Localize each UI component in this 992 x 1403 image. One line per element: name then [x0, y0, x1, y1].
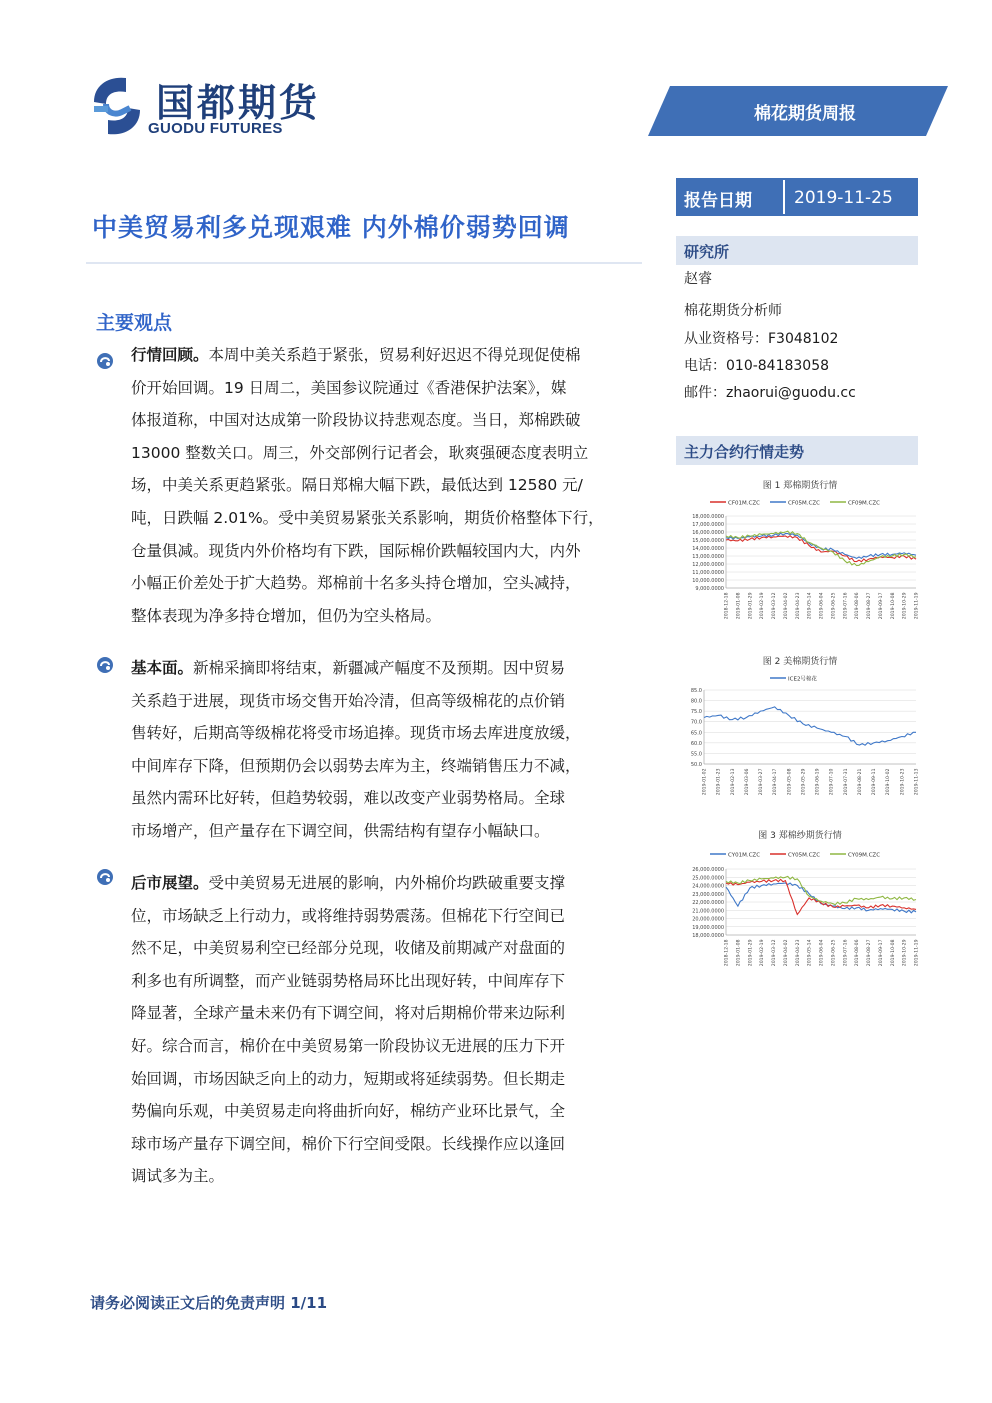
paragraph-line: 场，中美关系更趋紧张。隔日郑棉大幅下跌，最低达到 12580 元/ — [131, 476, 583, 495]
y-tick-label: 21,000.0000 — [692, 908, 724, 915]
paragraph-line: 体报道称，中国对达成第一阶段协议持悲观态度。当日，郑棉跌破 — [131, 411, 581, 430]
paragraph-line: 球市场产量存下调空间，棉价下行空间受限。长线操作应以逢回 — [131, 1134, 566, 1153]
x-tick-label: 2019-01-29 — [748, 939, 754, 967]
x-tick-label: 2018-12-18 — [724, 592, 730, 620]
x-tick-label: 2019-02-19 — [760, 939, 766, 967]
y-tick-label: 70.0 — [690, 719, 702, 726]
legend-label: ICE2号棉花 — [788, 676, 817, 683]
x-tick-label: 2019-08-27 — [867, 939, 872, 967]
x-tick-label: 2019-01-23 — [716, 768, 722, 796]
paragraph-line: 仓量俱减。现货内外价格均有下跌，国际棉价跌幅较国内大，内外 — [131, 541, 581, 560]
legend-label: CF09M.CZC — [848, 500, 880, 507]
chart-title: 图 3 郑棉纱期货行情 — [758, 831, 842, 841]
x-tick-label: 2019-11-19 — [914, 592, 920, 620]
y-tick-label: 15,000.0000 — [692, 538, 724, 544]
x-tick-label: 2019-07-16 — [843, 939, 849, 967]
legend-label: CY05M.CZC — [788, 852, 821, 859]
y-tick-label: 18,000.0000 — [692, 514, 724, 520]
y-tick-label: 17,000.0000 — [692, 522, 724, 528]
y-tick-label: 12,000.0000 — [692, 562, 724, 568]
x-tick-label: 2019-06-04 — [819, 939, 825, 967]
paragraph-line: 新棉采摘即将结束，新疆减产幅度不及预期。因中贸易 — [193, 659, 566, 677]
x-tick-label: 2019-04-02 — [783, 939, 789, 967]
paragraph-line: 吨，日跌幅 2.01%。受中美贸易紧张关系影响，期货价格整体下行， — [131, 508, 604, 527]
x-tick-label: 2019-10-02 — [886, 768, 892, 796]
y-tick-label: 18,000.0000 — [692, 933, 724, 939]
x-tick-label: 2019-10-08 — [890, 939, 896, 967]
chart-title: 图 2 美棉期货行情 — [762, 657, 838, 667]
y-tick-label: 10,000.0000 — [692, 578, 724, 584]
report-date-value: 2019-11-25 — [794, 188, 893, 208]
x-tick-label: 2019-10-08 — [890, 592, 896, 620]
x-tick-label: 2019-03-27 — [759, 768, 765, 796]
paragraph-line: 调试多为主。 — [131, 1167, 225, 1186]
chart-zhengmian-futures — [680, 492, 920, 632]
x-tick-label: 2018-12-18 — [724, 939, 730, 967]
chart-title: 图 1 郑棉期货行情 — [762, 481, 838, 491]
y-tick-label: 24,000.0000 — [692, 883, 724, 890]
paragraph-line: 价开始回调。19 日周二，美国参议院通过《香港保护法案》，媒 — [131, 378, 567, 397]
x-tick-label: 2019-04-23 — [795, 939, 801, 967]
bullet-icon — [96, 352, 114, 370]
x-tick-label: 2019-01-08 — [736, 592, 742, 620]
series-line — [726, 533, 916, 558]
paragraph-lead: 行情回顾。 — [131, 346, 209, 364]
x-tick-label: 2019-04-23 — [795, 592, 801, 620]
footer-disclaimer[interactable]: 请务必阅读正文后的免责声明 1/11 — [90, 1294, 328, 1312]
paragraph-line: 小幅正价差处于扩大趋势。郑棉前十名多头持仓增加，空头减持， — [131, 574, 581, 593]
y-tick-label: 22,000.0000 — [692, 900, 724, 906]
x-tick-label: 2019-02-13 — [730, 768, 736, 796]
analyst-title: 棉花期货分析师 — [684, 303, 782, 319]
y-tick-label: 26,000.0000 — [692, 867, 724, 873]
paragraph-line: 始回调，市场因缺乏向上的动力，短期或将延续弱势。但长期走 — [131, 1069, 566, 1088]
x-tick-label: 2019-01-02 — [702, 768, 708, 796]
x-tick-label: 2019-02-19 — [760, 592, 766, 620]
y-tick-label: 23,000.0000 — [692, 891, 724, 898]
paragraph-line: 虽然内需环比好转，但趋势较弱，难以改变产业弱势格局。全球 — [131, 789, 566, 808]
y-tick-label: 16,000.0000 — [692, 530, 724, 536]
paragraph-line: 势偏向乐观，中美贸易走向将曲折向好，棉纺产业环比景气，全 — [131, 1102, 566, 1121]
report-date-divider — [783, 180, 785, 214]
analyst-name: 赵睿 — [684, 271, 712, 287]
section-title: 主要观点 — [96, 312, 173, 334]
y-tick-label: 50.0 — [690, 762, 702, 768]
x-tick-label: 2019-06-04 — [819, 592, 825, 620]
x-tick-label: 2019-10-23 — [900, 768, 906, 796]
legend-label: CF01M.CZC — [728, 500, 760, 507]
x-tick-label: 2019-06-19 — [815, 768, 821, 796]
y-tick-label: 60.0 — [690, 740, 702, 747]
brand-name-en: GUODU FUTURES — [148, 120, 283, 137]
series-line — [726, 531, 916, 566]
paragraph-lead: 基本面。 — [131, 659, 194, 677]
x-tick-label: 2019-11-13 — [914, 768, 920, 796]
guodu-logo-icon — [86, 72, 148, 140]
x-tick-label: 2019-08-27 — [867, 592, 872, 620]
paragraph-lead: 后市展望。 — [131, 874, 209, 892]
x-tick-label: 2019-08-21 — [857, 768, 863, 796]
y-tick-label: 14,000.0000 — [692, 546, 724, 552]
series-line — [704, 707, 916, 745]
x-tick-label: 2019-10-29 — [902, 592, 908, 620]
x-tick-label: 2019-08-06 — [855, 592, 861, 620]
y-tick-label: 65.0 — [690, 730, 702, 737]
market-section-heading: 主力合约行情走势 — [684, 443, 805, 461]
x-tick-label: 2019-07-16 — [843, 592, 849, 620]
x-tick-label: 2019-07-31 — [843, 768, 849, 796]
paragraph-line: 关系趋于进展，现货市场交售开始冷清，但高等级棉花的点价销 — [131, 691, 566, 710]
x-tick-label: 2019-03-12 — [772, 592, 777, 620]
paragraph-line: 中间库存下降，但预期仍会以弱势去库为主，终端销售压力不减， — [131, 756, 581, 775]
y-tick-label: 19,000.0000 — [692, 924, 724, 931]
x-tick-label: 2019-09-17 — [878, 592, 884, 620]
report-type-label: 棉花期货周报 — [754, 104, 856, 124]
x-tick-label: 2019-01-29 — [748, 592, 754, 620]
paragraph-line: 利多也有所调整，而产业链弱势格局环比出现好转，中间库存下 — [131, 971, 566, 990]
y-tick-label: 75.0 — [690, 709, 702, 716]
x-tick-label: 2019-08-06 — [855, 939, 861, 967]
paragraph-line: 市场增产，但产量存在下调空间，供需结构有望存小幅缺口。 — [131, 821, 550, 840]
x-tick-label: 2019-10-29 — [902, 939, 908, 967]
paragraph-market-review — [131, 339, 631, 632]
x-tick-label: 2019-11-19 — [914, 939, 920, 967]
y-tick-label: 85.0 — [690, 688, 702, 694]
paragraph-outlook — [131, 867, 631, 1193]
x-tick-label: 2019-04-02 — [783, 592, 789, 620]
chart-ice-cotton-futures — [680, 668, 920, 808]
paragraph-line: 受中美贸易无进展的影响，内外棉价均跌破重要支撑 — [208, 874, 566, 892]
y-tick-label: 80.0 — [690, 698, 702, 705]
x-tick-label: 2019-04-17 — [773, 768, 779, 796]
x-tick-label: 2019-06-25 — [831, 939, 837, 967]
legend-label: CF05M.CZC — [788, 500, 820, 507]
paragraph-line: 13000 整数关口。周三，外交部例行记者会，耿爽强硬态度表明立 — [131, 443, 589, 462]
bullet-icon — [96, 656, 114, 674]
headline-divider — [86, 262, 642, 264]
x-tick-label: 2019-05-14 — [807, 592, 813, 620]
research-heading: 研究所 — [684, 243, 730, 261]
x-tick-label: 2019-05-29 — [801, 768, 807, 796]
paragraph-fundamentals — [131, 652, 631, 848]
paragraph-line: 本周中美关系趋于紧张，贸易利好迟迟不得兑现促使棉 — [208, 346, 581, 364]
bullet-icon — [96, 868, 114, 886]
brand-name-cn: 国都期货 — [156, 81, 321, 125]
series-line — [726, 876, 916, 904]
legend-label: CY01M.CZC — [728, 852, 761, 859]
paragraph-line: 位，市场缺乏上行动力，或将维持弱势震荡。但棉花下行空间已 — [131, 906, 566, 925]
x-tick-label: 2019-03-06 — [744, 768, 750, 796]
x-tick-label: 2019-09-17 — [878, 939, 884, 967]
x-tick-label: 2019-05-08 — [787, 768, 793, 796]
paragraph-line: 降显著，全球产量未来仍有下调空间，将对后期棉价带来边际利 — [131, 1004, 566, 1023]
x-tick-label: 2019-03-12 — [772, 939, 777, 967]
legend-label: CY09M.CZC — [848, 852, 881, 859]
x-tick-label: 2019-06-25 — [831, 592, 837, 620]
x-tick-label: 2019-07-10 — [829, 768, 835, 796]
y-tick-label: 20,000.0000 — [692, 916, 724, 923]
report-date-label: 报告日期 — [684, 191, 752, 211]
analyst-qualification: 从业资格号：F3048102 — [684, 331, 839, 347]
x-tick-label: 2019-01-08 — [736, 939, 742, 967]
analyst-phone: 电话：010-84183058 — [684, 358, 830, 374]
paragraph-line: 然不足，中美贸易利空已经部分兑现，收储及前期减产对盘面的 — [131, 939, 566, 958]
analyst-email[interactable]: 邮件：zhaorui@guodu.cc — [684, 385, 856, 401]
paragraph-line: 整体表现为净多持仓增加，但仍为空头格局。 — [131, 606, 442, 625]
page-title: 中美贸易利多兑现艰难 内外棉价弱势回调 — [92, 213, 570, 242]
paragraph-line: 售转好，后期高等级棉花将受市场追捧。现货市场去库进度放缓， — [131, 724, 581, 743]
y-tick-label: 13,000.0000 — [692, 554, 724, 560]
x-tick-label: 2019-09-11 — [872, 768, 878, 796]
y-tick-label: 9,000.0000 — [695, 586, 724, 592]
paragraph-line: 好。综合而言，棉价在中美贸易第一阶段协议无进展的压力下开 — [131, 1036, 566, 1055]
x-tick-label: 2019-05-14 — [807, 939, 813, 967]
y-tick-label: 25,000.0000 — [692, 875, 724, 882]
chart-cotton-yarn-futures — [680, 843, 920, 981]
y-tick-label: 11,000.0000 — [692, 570, 724, 576]
y-tick-label: 55.0 — [690, 751, 702, 758]
